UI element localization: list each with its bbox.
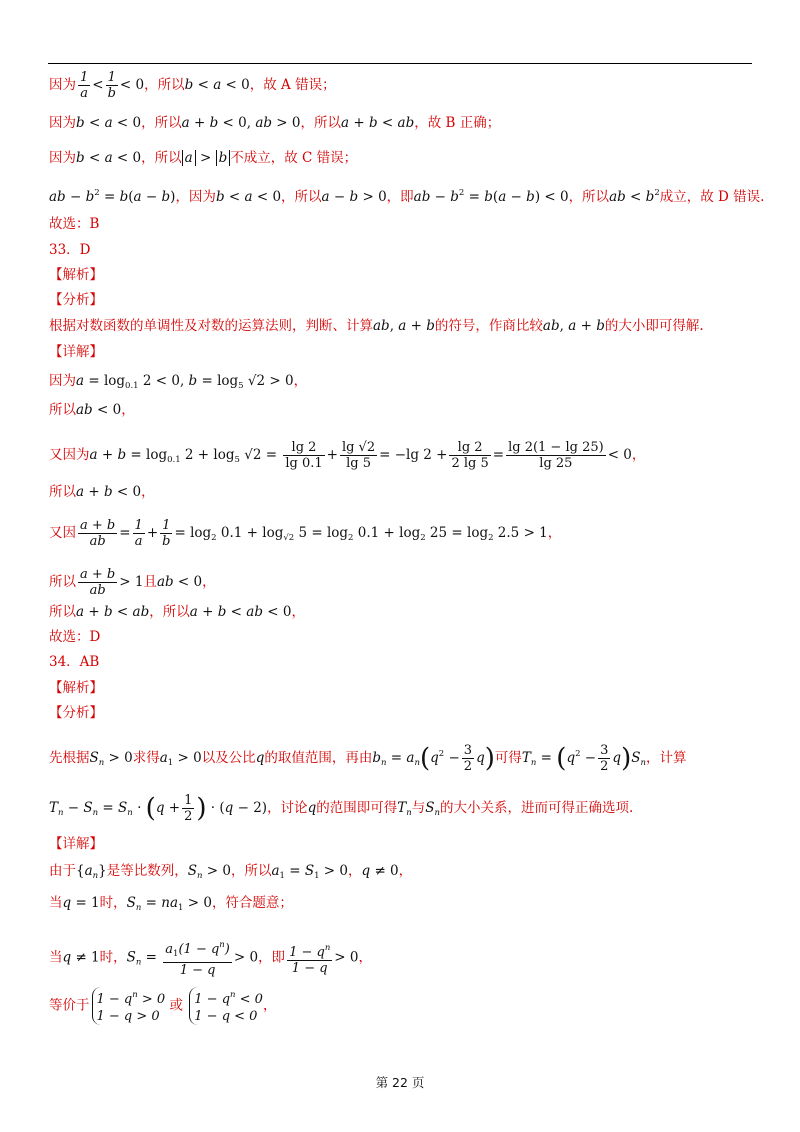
line-4: ab − $b^2 = b(a - b)$，因为b < a < 0，所以a − b > 0，即ab − $b^2 = b(a - b) < 0$，所以ab < $b^2$成立，故 D 错误. — [49, 188, 765, 205]
line-2: 因为b < a < 0，所以a + b < 0, ab > 0，所以a + b < ab，故 B 正确； — [49, 115, 501, 131]
line-10: 【详解】 — [49, 344, 103, 360]
line-6: 33．D — [49, 242, 91, 258]
line-5: 故选：B — [49, 216, 100, 232]
line-17: 所以a + b < ab，所以a + b < ab < 0， — [49, 604, 305, 620]
line-25: 由于$\{a_n\}$是等比数列，$S_n > 0$，所以$a_1 = S_1 > 0$，q ≠ 0， — [49, 863, 413, 881]
line-22: 先根据$S_n > 0$求得$a_1 > 0$以及公比q的取值范围，再由$b_n = a_n(q^2$ − $\frac{3}{2}$ q)可得$T_n = (q^2$ − $\frac{3}{2}$ $q)S_n$，计算 — [49, 743, 687, 774]
line-8: 【分析】 — [49, 292, 103, 308]
line-27: 当q ≠ 1时，$S_n$ = $\frac{a_1(1 - q^n)}{1 - q}$ > 0，即 $\frac{1 - q^n}{1 - q}$ > 0， — [49, 940, 372, 978]
header-rule — [48, 63, 752, 64]
line-9: 根据对数函数的单调性及对数的运算法则，判断、计算ab, a + b的符号，作商比较ab, a + b的大小即可得解. — [49, 318, 704, 334]
line-1: 因为 $\frac{1}{a}$ < $\frac{1}{b}$ < 0，所以b < a < 0，故 A 错误； — [49, 70, 336, 101]
line-20: 【解析】 — [49, 680, 103, 696]
line-21: 【分析】 — [49, 705, 103, 721]
line-26: 当q = 1时，$S_n = na_1 > 0$，符合题意； — [49, 895, 293, 913]
line-28: 等价于 $1 - q^n > 0$ 1 − q > 0 或 $1 - q^n < 0$ 1 − q < 0 ， — [49, 987, 276, 1025]
line-12: 所以ab < 0， — [49, 402, 135, 418]
line-16: 所以 $\frac{a + b}{ab}$ > 1且ab < 0， — [49, 567, 216, 598]
line-13: 又因为$a + b = \log_{0.1} 2 + \log_5 √2$ = $\frac{\lg 2}{\lg 0.1}$ + $\frac{\lg √2}{\lg 5}$ = −lg 2 + $\frac{\lg 2}{2 \lg 5}$ = $\frac{\lg 2(1 - \lg 25)}{\lg 25}$ < 0， — [49, 440, 646, 471]
line-18: 故选：D — [49, 629, 101, 645]
line-19: 34．AB — [49, 654, 100, 670]
line-11: 因为$a = \log_{0.1} 2 < 0$, $b = \log_5 √2 > 0$， — [49, 373, 308, 391]
line-3: 因为b < a < 0，所以 a > b 不成立，故 C 错误； — [49, 150, 358, 166]
line-15: 又因 $\frac{a + b}{ab}$ = $\frac{1}{a}$ + $\frac{1}{b}$ = $\log_2 0.1 + \log_{√2} 5 = \log_2 0.1 + \log_2 25 = \log_2 2.5 > 1$， — [49, 518, 562, 549]
line-23: $T_n - S_n = S_n \cdot (q$ + $\frac{1}{2}$ ) · (q − 2)，讨论q的范围即可得$T_n$与$S_n$的大小关系，进而可得正确选项. — [49, 793, 634, 824]
line-24: 【详解】 — [49, 836, 103, 852]
page-footer: 第 22 页 — [375, 1075, 425, 1090]
line-7: 【解析】 — [49, 267, 103, 283]
line-14: 所以a + b < 0， — [49, 484, 155, 500]
